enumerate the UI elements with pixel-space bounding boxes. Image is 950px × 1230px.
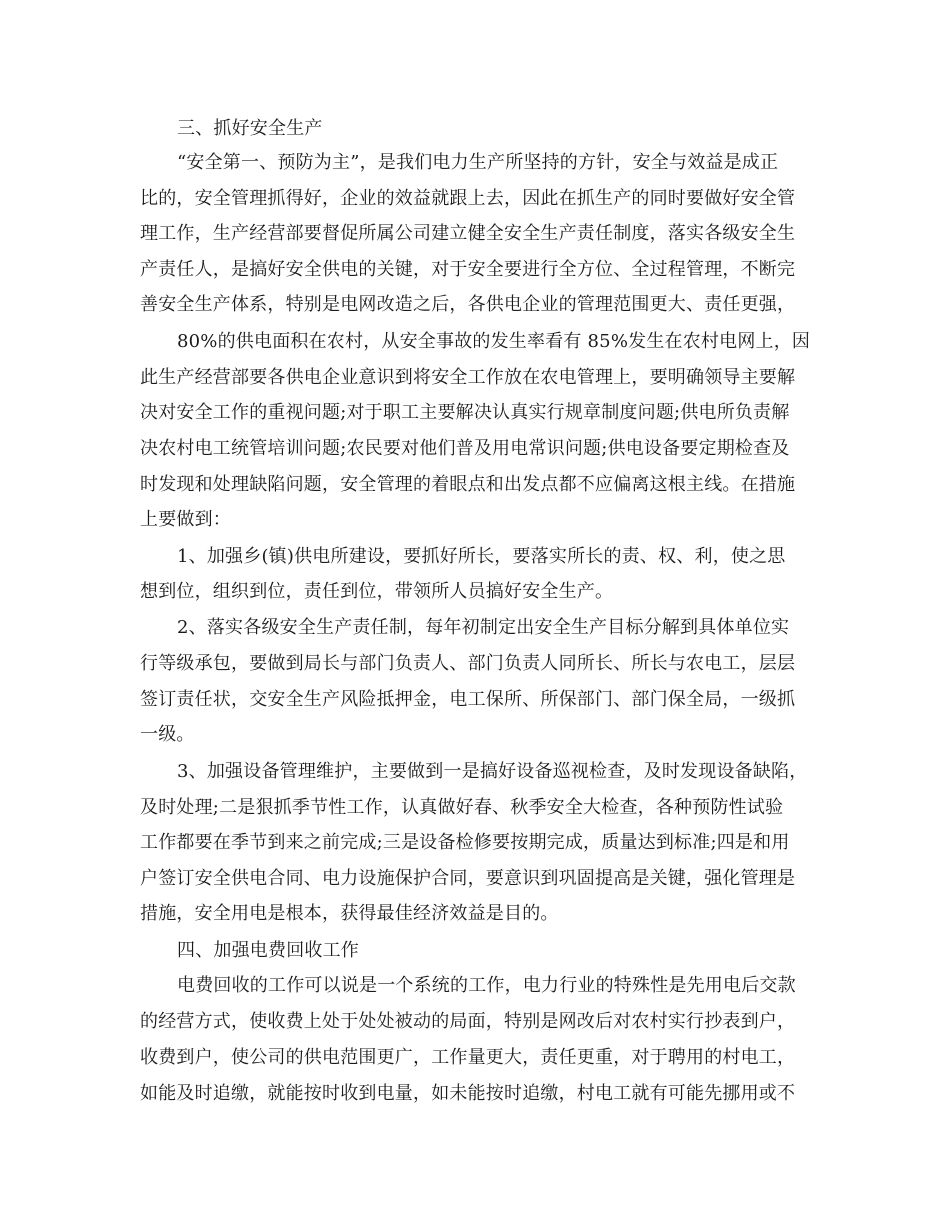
list-item-line: 想到位，组织到位，责任到位，带领所人员搞好安全生产。 (140, 581, 614, 602)
paragraph-line: 理工作，生产经营部要督促所属公司建立健全安全生产责任制度，落实各级安全生 (140, 223, 796, 244)
paragraph-line: 时发现和处理缺陷问题，安全管理的着眼点和出发点都不应偏离这根主线。在措施 (140, 474, 796, 495)
list-item-line: 及时处理;二是狠抓季节性工作，认真做好春、秋季安全大检查，各种预防性试验 (140, 797, 784, 818)
list-item-line: 行等级承包，要做到局长与部门负责人、部门负责人同所长、所长与农电工，层层 (140, 653, 796, 674)
paragraph-line: “安全第一、预防为主”，是我们电力生产所坚持的方针，安全与效益是成正 (177, 152, 779, 173)
paragraph-line: 的经营方式，使收费上处于处处被动的局面，特别是网改后对农村实行抄表到户， (140, 1011, 796, 1032)
list-item-line: 签订责任状，交安全生产风险抵押金，电工保所、所保部门、部门保全局，一级抓 (140, 689, 796, 710)
list-item-line: 户签订安全供电合同、电力设施保护合同，要意识到巩固提高是关键，强化管理是 (140, 868, 796, 889)
paragraph-line: 电费回收的工作可以说是一个系统的工作，电力行业的特殊性是先用电后交款 (177, 975, 796, 996)
paragraph-line: 上要做到： (140, 509, 231, 530)
paragraph-line: 善安全生产体系，特别是电网改造之后，各供电企业的管理范围更大、责任更强， (140, 294, 796, 315)
section-heading-billing: 四、加强电费回收工作 (177, 940, 359, 961)
list-item-line: 1、加强乡(镇)供电所建设，要抓好所长，要落实所长的责、权、利，使之思 (177, 546, 786, 567)
paragraph-line: 此生产经营部要各供电企业意识到将安全工作放在农电管理上，要明确领导主要解 (140, 367, 796, 388)
list-item-line: 3、加强设备管理维护，主要做到一是搞好设备巡视检查，及时发现设备缺陷， (177, 761, 808, 782)
paragraph-line: 收费到户，使公司的供电范围更广，工作量更大，责任更重，对于聘用的村电工， (140, 1047, 796, 1068)
paragraph-line: 决对安全工作的重视问题;对于职工主要解决认真实行规章制度问题;供电所负责解 (140, 402, 790, 423)
list-item-line: 措施，安全用电是根本，获得最佳经济效益是目的。 (140, 903, 559, 924)
section-heading-safety: 三、抓好安全生产 (177, 118, 323, 139)
list-item-line: 一级。 (140, 724, 195, 745)
list-item-line: 2、落实各级安全生产责任制，每年初制定出安全生产目标分解到具体单位实 (177, 617, 790, 638)
paragraph-line: 比的，安全管理抓得好，企业的效益就跟上去，因此在抓生产的同时要做好安全管 (140, 188, 796, 209)
paragraph-line: 产责任人，是搞好安全供电的关键，对于安全要进行全方位、全过程管理，不断完 (140, 259, 796, 280)
paragraph-line: 如能及时追缴，就能按时收到电量，如未能按时追缴，村电工就有可能先挪用或不 (140, 1083, 796, 1104)
list-item-line: 工作都要在季节到来之前完成;三是设备检修要按期完成，质量达到标准;四是和用 (140, 832, 790, 853)
paragraph-line: 决农村电工统管培训问题;农民要对他们普及用电常识问题;供电设备要定期检查及 (140, 438, 790, 459)
paragraph-line: 80%的供电面积在农村，从安全事故的发生率看有 85%发生在农村电网上，因 (177, 331, 811, 352)
